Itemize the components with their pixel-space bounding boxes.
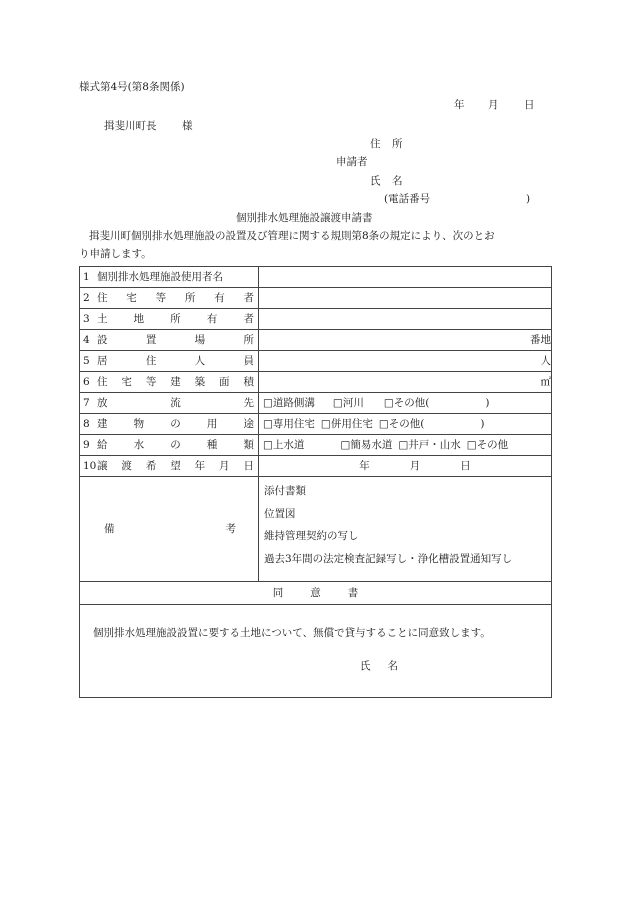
item-value-cell[interactable] (259, 372, 552, 393)
phone-label: (電話番号 (384, 193, 431, 205)
item-label (93, 335, 254, 346)
item-label-char: 譲 (97, 459, 108, 472)
item-label-char: 地 (133, 312, 145, 325)
item-value-cell[interactable] (259, 351, 552, 372)
item-value-cell[interactable] (259, 330, 552, 351)
item-label-char: 等 (155, 291, 167, 304)
item-label (93, 398, 254, 409)
item-label-char: 者 (243, 312, 254, 325)
item-row (80, 351, 552, 372)
item-label-char: 宅 (126, 291, 137, 304)
remarks-line: 添付書類 (264, 485, 306, 497)
item-label-char: 希 (145, 459, 157, 472)
item-row (80, 330, 552, 351)
checkbox-icon[interactable]: □ (378, 417, 389, 430)
item-row (80, 435, 552, 456)
item-label-char: 物 (133, 417, 145, 430)
checkbox-icon[interactable]: □ (466, 438, 477, 451)
item-label-char: 給 (97, 438, 108, 451)
consent-heading-char: 意 (310, 586, 321, 599)
item-label-char: 水 (133, 438, 145, 451)
item-row (80, 456, 552, 477)
item-unit: 番地 (530, 333, 551, 346)
item-label-char: 類 (243, 438, 254, 451)
item-label-char: 渡 (121, 459, 132, 472)
date-year-label: 年 (454, 99, 465, 111)
checkbox-icon[interactable]: □ (398, 438, 409, 451)
item-label-char: 等 (145, 375, 157, 388)
item-label-char: 種 (206, 438, 218, 451)
remarks-label-1: 備 (104, 522, 115, 535)
item-label (93, 314, 254, 325)
item-label-char: の (170, 438, 181, 451)
item-number: 4 (83, 333, 90, 346)
item-label-char: 日 (243, 459, 254, 472)
item-label-char: 置 (145, 333, 157, 346)
phone-close: ) (526, 193, 531, 205)
item-row (80, 267, 552, 288)
checkbox-option-label: その他 (476, 438, 509, 451)
checkbox-option-label: 上水道 (272, 438, 305, 451)
item-label (93, 293, 254, 304)
checkbox-option-label: その他( (393, 396, 430, 409)
consent-name-label (360, 661, 398, 672)
item-value-cell[interactable] (259, 288, 552, 309)
consent-heading-row (80, 582, 552, 605)
item-number: 2 (83, 291, 90, 304)
item-unit: 人 (540, 354, 551, 367)
consent-text: 個別排水処理施設設置に要する土地について、無償で貸与することに同意致します。 (93, 627, 491, 639)
intro-line-1: 揖斐川町個別排水処理施設の設置及び管理に関する規則第8条の規定により、次のとお (89, 230, 495, 242)
item-label-char: 土 (97, 312, 108, 325)
item-number: 10 (83, 459, 97, 472)
checkbox-option-label: 専用住宅 (272, 417, 315, 430)
item-label-char: 居 (97, 354, 108, 367)
application-table (79, 266, 552, 698)
item-label-char: 人 (194, 354, 206, 367)
item-label-char: 宅 (121, 375, 132, 388)
transfer-date-month: 月 (409, 459, 421, 472)
remarks-line: 位置図 (264, 507, 296, 520)
item-number: 7 (83, 396, 90, 409)
checkbox-icon[interactable]: □ (340, 438, 351, 451)
item-label-char: 月 (219, 459, 230, 472)
item-label-char: 途 (243, 417, 254, 430)
item-row (80, 393, 552, 414)
item-label-char: 流 (170, 396, 181, 409)
checkbox-icon[interactable]: □ (320, 417, 331, 430)
item-label-char: 望 (170, 459, 181, 472)
checkbox-option-label: 井戸・山水 (408, 438, 461, 451)
consent-name-label-2: 名 (387, 660, 398, 672)
item-number: 1 (83, 270, 90, 283)
item-label-char: 放 (97, 396, 108, 409)
item-label-char: 住 (97, 291, 108, 304)
intro-line-2: り申請します。 (79, 248, 152, 260)
item-number: 5 (83, 354, 90, 367)
item-row (80, 372, 552, 393)
consent-heading-char: 書 (347, 586, 359, 599)
form-number: 様式第4号(第8条関係) (79, 81, 185, 93)
item-label-char: 者 (243, 291, 254, 304)
item-label-char: 用 (206, 417, 218, 430)
transfer-date-day: 日 (460, 459, 471, 472)
item-row (80, 414, 552, 435)
item-label-char: 築 (194, 375, 206, 388)
remarks-line: 維持管理契約の写し (264, 530, 359, 542)
item-value-cell[interactable] (259, 309, 552, 330)
other-close-paren: ) (485, 396, 490, 409)
item-label-char: 建 (170, 375, 181, 388)
consent-heading-char: 同 (272, 586, 284, 599)
item-number: 9 (83, 438, 90, 451)
applicant-name-label-2: 名 (392, 175, 403, 187)
applicant-address-label-1: 住 (370, 138, 381, 150)
date-day-label: 日 (524, 99, 535, 111)
consent-heading (80, 588, 551, 599)
item-value-cell[interactable] (259, 456, 552, 477)
checkbox-option-label: 道路側溝 (272, 396, 315, 409)
transfer-date-year: 年 (359, 459, 370, 472)
item-number: 8 (83, 417, 90, 430)
item-value-cell[interactable] (259, 414, 552, 435)
document-title: 個別排水処理施設譲渡申請書 (236, 212, 373, 224)
item-label-char: 所 (170, 312, 181, 325)
item-label-char: 住 (145, 354, 157, 367)
checkbox-icon[interactable]: □ (263, 438, 273, 451)
item-label-char: 建 (97, 417, 108, 430)
remarks-line: 過去3年間の法定検査記録写し・浄化槽設置通知写し (264, 552, 513, 565)
addressee-suffix: 様 (182, 120, 193, 132)
item-label (93, 461, 254, 472)
checkbox-option-label: 河川 (342, 396, 364, 409)
applicant-name-label-1: 氏 (370, 175, 381, 187)
item-number: 3 (83, 312, 90, 325)
item-value-cell[interactable] (259, 435, 552, 456)
item-label-char: 先 (243, 396, 254, 409)
item-label-char: 場 (194, 333, 206, 346)
item-label-char: 有 (214, 291, 225, 304)
item-label (93, 419, 254, 430)
other-close-paren: ) (480, 417, 485, 430)
item-label (93, 356, 254, 367)
applicant-label: 申請者 (336, 156, 368, 168)
item-number: 6 (83, 375, 90, 388)
checkbox-icon[interactable]: □ (383, 396, 394, 409)
item-label-char: 設 (97, 333, 108, 346)
item-label (93, 377, 254, 388)
item-value-cell[interactable] (259, 393, 552, 414)
item-label: 個別排水処理施設使用者名 (97, 270, 223, 283)
item-label (93, 440, 254, 451)
item-unit: ㎡ (540, 375, 551, 388)
item-label-char: 面 (219, 375, 230, 388)
item-label-char: 積 (243, 375, 254, 388)
checkbox-option-label: 併用住宅 (330, 417, 373, 430)
checkbox-option-label: 簡易水道 (350, 438, 393, 451)
item-row (80, 309, 552, 330)
checkbox-icon[interactable]: □ (263, 396, 273, 409)
date-month-label: 月 (488, 99, 499, 111)
remarks-row (80, 477, 552, 582)
item-label-char: 年 (194, 459, 206, 472)
checkbox-option-label: その他( (388, 417, 425, 430)
addressee-name: 揖斐川町長 (104, 120, 157, 132)
consent-body-row (80, 605, 552, 698)
remarks-label-2: 考 (225, 522, 236, 535)
item-row (80, 288, 552, 309)
item-label-char: 所 (243, 333, 254, 346)
applicant-address-label-2: 所 (392, 138, 403, 150)
item-label-char: 所 (184, 291, 196, 304)
item-label-char: の (170, 417, 181, 430)
item-label-char: 住 (97, 375, 108, 388)
item-label-char: 員 (243, 354, 254, 367)
checkbox-icon[interactable]: □ (263, 417, 273, 430)
consent-name-label-1: 氏 (360, 660, 371, 672)
item-label-char: 有 (206, 312, 218, 325)
item-value-cell[interactable] (259, 267, 552, 288)
checkbox-icon[interactable]: □ (332, 396, 343, 409)
